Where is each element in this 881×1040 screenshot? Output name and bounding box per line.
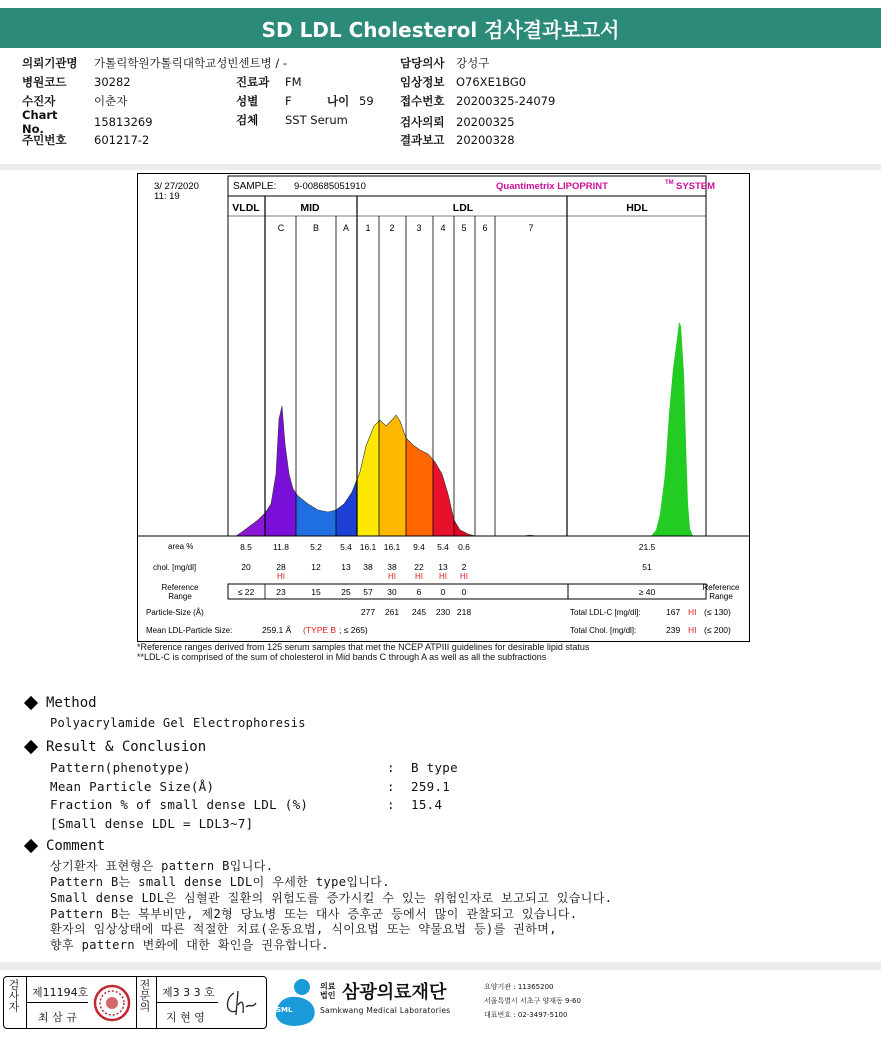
particle-size-value: 218	[456, 607, 472, 617]
band-label: 5	[461, 223, 467, 233]
diamond-bullet-icon	[24, 696, 38, 710]
receipt-label: 접수번호	[400, 94, 445, 108]
system-name: Quantimetrix LIPOPRINT	[496, 181, 608, 192]
pattern-colon: :	[387, 760, 395, 775]
band-area	[379, 415, 406, 536]
org-english: Samkwang Medical Laboratories	[320, 1006, 451, 1015]
org-address: 서울특별시 서초구 양재동 9-60	[484, 997, 581, 1005]
chol-hi-flag: HI	[388, 572, 396, 581]
total-chol-flag: HI	[688, 625, 697, 635]
mean-type-range: ; ≤ 265)	[339, 625, 368, 635]
sex-value: F	[285, 94, 292, 108]
group-ldl: LDL	[452, 202, 474, 214]
chart-frame	[228, 196, 706, 536]
clinical-label: 임상정보	[400, 75, 445, 89]
signature-box	[3, 976, 267, 1029]
area-value: 5.4	[437, 542, 449, 552]
chol-hi-flag: HI	[439, 572, 447, 581]
comment-line: 환자의 임상상태에 따른 적절한 치료(운동요법, 식이요법 또는 약물요법 등)를 권하며,	[50, 922, 557, 936]
ref-value: 6	[416, 587, 422, 597]
institution-value: 가톨릭학원가톨릭대학교성빈센트병 / -	[94, 56, 288, 70]
ref-value: 57	[363, 587, 373, 597]
band-area	[228, 513, 265, 536]
row-ref-label: Reference	[161, 583, 199, 592]
band-label: C	[277, 223, 285, 233]
ref-value: ≤ 22	[237, 587, 255, 597]
band-label: 4	[440, 223, 446, 233]
org-prefix-2: 법인	[320, 991, 336, 1000]
total-ldl-range: (≤ 130)	[704, 607, 731, 617]
dept-label: 진료과	[236, 75, 270, 89]
band-label: 7	[528, 223, 534, 233]
patient-value: 이춘자	[94, 94, 128, 108]
particle-size-value: 245	[411, 607, 427, 617]
comment-heading: Comment	[26, 838, 105, 854]
comment-line: Pattern B는 복부비만, 제2형 당뇨병 또는 대사 증후군 등에서 많이 관찰되고 있습니다.	[50, 907, 578, 921]
total-chol-label: Total Chol. [mg/dl]:	[570, 626, 637, 635]
sml-logo-icon	[272, 976, 320, 1028]
band-area	[433, 460, 454, 536]
specimen-label: 검체	[236, 113, 259, 127]
band-label: 1	[365, 223, 371, 233]
org-tel: 대표번호 : 02-3497-5100	[484, 1011, 568, 1019]
hospital-code-value: 30282	[94, 75, 131, 89]
divider	[0, 962, 881, 970]
lipoprint-chart	[138, 174, 749, 641]
total-ldl-flag: HI	[688, 607, 697, 617]
patient-info	[0, 52, 881, 164]
result-heading: Result & Conclusion	[26, 739, 206, 755]
comment-line: Pattern B는 small dense LDL이 우세한 type입니다.	[50, 875, 390, 889]
sex-label: 성별	[236, 94, 259, 108]
mean-value: 259.1 Å	[262, 625, 292, 635]
report-title: SD LDL Cholesterol 검사결과보고서	[0, 8, 881, 48]
total-ldl-label: Total LDL-C [mg/dl]:	[570, 608, 641, 617]
ssn-label: 주민번호	[22, 133, 67, 147]
row-mean-label: Mean LDL-Particle Size:	[146, 626, 233, 635]
footnote-1: *Reference ranges derived from 125 serum samples that met the NCEP ATPIII guidelines for desirable lipid status	[137, 642, 590, 652]
age-label: 나이	[327, 94, 350, 108]
row-particle-label: Particle-Size (Å)	[146, 608, 204, 617]
size-colon: :	[387, 779, 395, 794]
official-seal-icon	[92, 983, 132, 1023]
particle-size-value: 277	[360, 607, 376, 617]
area-value: 5.2	[310, 542, 322, 552]
chol-value: 12	[311, 562, 321, 572]
sml-badge: SML	[276, 1006, 293, 1014]
chol-value: 38	[387, 562, 397, 572]
receipt-value: 20200325-24079	[456, 94, 556, 108]
group-hdl: HDL	[626, 202, 648, 214]
institution-label: 의뢰기관명	[22, 56, 78, 70]
area-value: 21.5	[638, 542, 656, 552]
signature-icon	[222, 985, 262, 1021]
band-area	[357, 421, 379, 536]
chol-hi-flag: HI	[277, 572, 285, 581]
ref-value: 25	[341, 587, 351, 597]
sample-label: SAMPLE:	[233, 181, 277, 192]
band-label: B	[312, 223, 320, 233]
band-area	[265, 406, 296, 536]
area-value: 9.4	[413, 542, 425, 552]
chol-value: 28	[276, 562, 286, 572]
area-value: 16.1	[359, 542, 377, 552]
band-area	[406, 438, 433, 536]
fraction-label: Fraction % of small dense LDL (%)	[50, 797, 309, 812]
chol-value: 38	[363, 562, 373, 572]
tester-number: 제11194호	[32, 986, 89, 999]
ref-right-label-2: Range	[709, 592, 733, 601]
ref-value: 30	[387, 587, 397, 597]
lipoprint-report	[137, 173, 750, 642]
chol-value: 51	[642, 562, 652, 572]
ref-value: 0	[440, 587, 446, 597]
ref-value: 15	[311, 587, 321, 597]
chol-hi-flag: HI	[415, 572, 423, 581]
band-area	[296, 493, 336, 536]
small-dense-note: [Small dense LDL = LDL3~7]	[50, 816, 254, 831]
area-value: 8.5	[240, 542, 252, 552]
size-label: Mean Particle Size(Å)	[50, 779, 215, 794]
patient-label: 수진자	[22, 94, 56, 108]
system-suffix: SYSTEM	[676, 181, 716, 192]
size-value: 259.1	[411, 779, 451, 794]
hdl-peak	[651, 322, 693, 536]
divider	[0, 164, 881, 170]
area-value: 0.6	[458, 542, 470, 552]
chart-value: 15813269	[94, 115, 153, 129]
electrophoresis-curves	[228, 322, 706, 536]
row-ref-label-2: Range	[168, 592, 192, 601]
row-chol-label: chol. [mg/dl]	[153, 563, 197, 572]
report-time: 11: 19	[154, 191, 180, 202]
request-label: 검사의뢰	[400, 115, 445, 129]
particle-size-value: 261	[384, 607, 400, 617]
doctor-value: 강성구	[456, 56, 490, 70]
specialist-name: 지 현 영	[166, 1011, 205, 1024]
chart-label: Chart No.	[22, 108, 58, 136]
report-date: 3/ 27/2020	[154, 181, 199, 192]
mean-type: (TYPE B	[303, 625, 337, 635]
chol-value: 22	[414, 562, 424, 572]
request-value: 20200325	[456, 115, 515, 129]
dept-value: FM	[285, 75, 302, 89]
band-label: 3	[416, 223, 422, 233]
ref-value: 0	[461, 587, 467, 597]
band-dividers	[228, 196, 706, 536]
pattern-value: B type	[411, 760, 458, 775]
band-label: 2	[389, 223, 395, 233]
ref-right-label: Reference	[702, 583, 740, 592]
row-area-label: area %	[168, 542, 194, 551]
report-date-label: 결과보고	[400, 133, 445, 147]
chol-value: 2	[461, 562, 467, 572]
tester-label: 검사자	[7, 979, 20, 1012]
specialist-number: 제3 3 3 호	[162, 986, 215, 999]
age-value: 59	[359, 94, 374, 108]
clinical-value: O76XE1BG0	[456, 75, 527, 89]
method-heading: Method	[26, 695, 97, 711]
group-vldl: VLDL	[232, 202, 260, 214]
pattern-label: Pattern(phenotype)	[50, 760, 191, 775]
system-tm: TM	[665, 180, 674, 186]
chol-hi-flag: HI	[460, 572, 468, 581]
ssn-value: 601217-2	[94, 133, 150, 147]
tester-name: 최 삼 규	[38, 1011, 77, 1024]
chol-value: 13	[438, 562, 448, 572]
ref-value: ≥ 40	[638, 587, 656, 597]
group-mid: MID	[300, 202, 320, 214]
area-value: 5.4	[340, 542, 352, 552]
particle-size-value: 230	[435, 607, 451, 617]
sample-id: 9-008685051910	[294, 181, 366, 192]
specimen-value: SST Serum	[285, 113, 348, 127]
org-name: 삼광의료재단	[342, 982, 447, 1003]
hospital-code-label: 병원코드	[22, 75, 67, 89]
band-label: A	[342, 223, 350, 233]
report-date-value: 20200328	[456, 133, 515, 147]
org-prefix-1: 의료	[320, 982, 336, 991]
diamond-bullet-icon	[24, 740, 38, 754]
band-label: 6	[482, 223, 488, 233]
comment-line: 상기환자 표현형은 pattern B입니다.	[50, 859, 274, 873]
chol-value: 20	[241, 562, 251, 572]
ref-value: 23	[276, 587, 286, 597]
band-area	[454, 520, 475, 536]
total-ldl-value: 167	[666, 607, 681, 617]
area-value: 16.1	[383, 542, 401, 552]
specialist-label: 전문의	[138, 979, 151, 1012]
total-chol-value: 239	[666, 625, 681, 635]
footnote-2: **LDL-C is comprised of the sum of cholesterol in Mid bands C through A as well as all the subfractions	[137, 652, 547, 662]
comment-line: Small dense LDL은 심혈관 질환의 위험도를 증가시킬 수 있는 위험인자로 보고되고 있습니다.	[50, 891, 613, 905]
chol-value: 13	[341, 562, 351, 572]
fraction-value: 15.4	[411, 797, 443, 812]
total-chol-range: (≤ 200)	[704, 625, 731, 635]
area-value: 11.8	[273, 542, 289, 552]
result-table-values	[238, 542, 656, 617]
method-text: Polyacrylamide Gel Electrophoresis	[50, 716, 306, 730]
org-code: 요양기관 : 11365200	[484, 983, 554, 991]
diamond-bullet-icon	[24, 839, 38, 853]
fraction-colon: :	[387, 797, 395, 812]
comment-line: 향후 pattern 변화에 대한 확인을 권유합니다.	[50, 938, 330, 952]
doctor-label: 담당의사	[400, 56, 445, 70]
